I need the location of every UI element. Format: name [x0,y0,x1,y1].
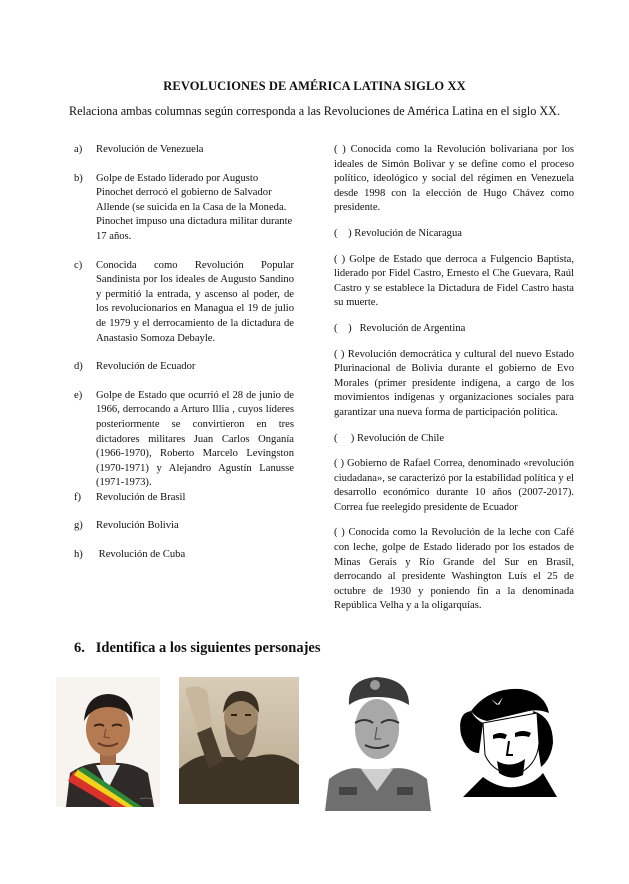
match-item-1: ( ) Conocida como la Revolución bolivariana por los ideales de Simón Bolivar y se define como el proceso político, ideológico y social del régimen en Venezuela desde 1998 con la elección de Hugo Chávez como presidente. [334,144,574,214]
match-item-2: ( ) Revolución de Nicaragua [334,227,462,239]
item-label: a) [74,144,83,155]
page-title: REVOLUCIONES DE AMÉRICA LATINA SIGLO XX [163,79,466,93]
item-label: h) [74,549,83,561]
match-item-7: ( ) Gobierno de Rafael Correa, denominado «revolución ciudadana», se caracterizó por la estabilidad política y el desarrollo económico durante 10 años (2007-2017). Correa fue reelegido presidente de Ecuador [334,458,574,513]
portrait-hugo-chavez [317,671,436,811]
portrait-fidel-castro [179,677,299,804]
list-item-g [74,519,294,534]
match-item-4: ( ) Revolución de Argentina [334,322,466,334]
item-text: Revolución de Brasil [96,491,186,503]
list-item-d [74,360,294,375]
list-item-e [74,389,294,491]
match-item-6: ( ) Revolución de Chile [334,432,445,444]
list-item-c [74,259,294,347]
item-text: Revolución de Cuba [96,549,186,561]
item-label: g) [74,520,83,532]
match-item-5: ( ) Revolución democrática y cultural del nuevo Estado Plurinacional de Bolivia durante el gobierno de Evo Morales (primer presidente indígena, a cargo de los movimientos indígenas y organizaciones sociales para garantizar una nueva forma de participación política. [334,348,574,418]
match-item-8: ( ) Conocida como la Revolución de la leche con Café con leche, golpe de Estado liderado por los estados de Minas Gerais y Río Grande del Sur en Brasil, derrocando al presidente Washington Luís el 25 de octubre de 1930 y poniendo fin a la denominada República Velha y a la oligarquías. [334,527,574,612]
portrait-evo-morales [56,677,160,807]
item-text: Conocida como Revolución Popular Sandinista por los ideales de Augusto Sandino y permitió la entrada, y ascenso al poder, de los revolucionarios en Managua el 19 de julio de 1979 y el derrocamiento de la dictadura de Anastasio Somoza Debayle. [96,259,294,344]
item-label: d) [74,361,83,373]
instruction-text: Relaciona ambas columnas según corresponda a las Revoluciones de América Latina en el siglo XX. [68,104,561,118]
list-item-a [74,143,294,158]
section-heading: 6. Identifica a los siguientes personajes [74,640,321,656]
right-column [334,143,574,614]
item-text: Golpe de Estado liderado por Augusto Pinochet derrocó el gobierno de Salvador Allende (se suicida en la Casa de la Moneda. Pinochet impuso una dictadura militar durante 17 años. [96,172,293,242]
match-item-3: ( ) Golpe de Estado que derroca a Fulgencio Baptista, liderado por Fidel Castro, Ernesto el Che Guevara, Raúl Castro y se establece la Dictadura de Fidel Castro hasta su muerte. [334,253,574,309]
item-label: e) [74,389,83,401]
list-item-b [74,172,294,245]
item-label: f) [74,491,82,503]
item-text: Revolución Bolivia [96,520,179,532]
left-column [74,143,294,563]
item-text: Golpe de Estado que ocurrió el 28 de junio de 1966, derrocando a Arturo Illia , cuyos líderes posteriormente se convirtieron en tres dictadores militares Juan Carlos Onganía (1966-1970), Roberto Marcelo Levingston (1970-1971) y Alejandro Agustín Lanusse (1971-1973). [96,389,294,489]
item-text: Revolución de Ecuador [96,361,196,373]
item-label: c) [74,259,83,271]
list-item-h [74,548,294,563]
portrait-che-guevara [453,683,559,797]
item-label: b) [74,172,83,184]
list-item-f [74,491,294,506]
item-text: Revolución de Venezuela [96,144,204,155]
